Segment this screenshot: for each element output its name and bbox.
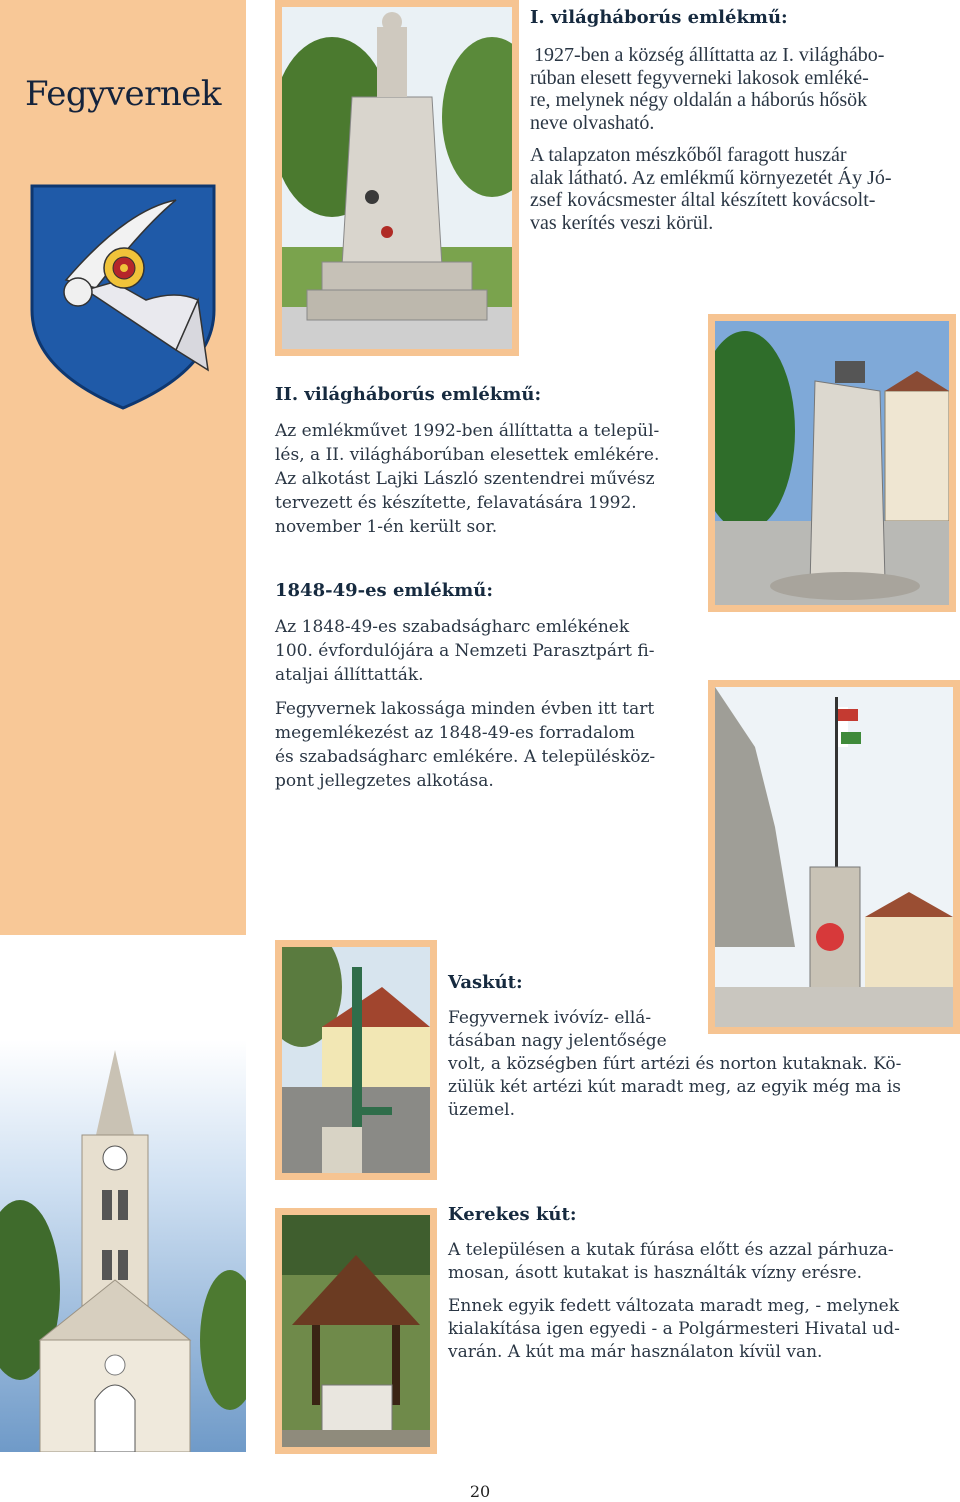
page-title: Fegyvernek: [24, 74, 222, 114]
church-photo: [0, 1040, 246, 1452]
page-number: 20: [469, 1482, 491, 1501]
ww2-text: Az emlékművet 1992-ben állíttatta a települ- lés, a II. világháborúban elesettek emlékére. Az alkotást Lajki László szentendrei művész tervezett és készítette, felavatására 1992. november 1-én került sor.: [275, 421, 660, 537]
coat-of-arms-icon: [26, 180, 220, 412]
m1848-heading: 1848-49-es emlékmű:: [275, 580, 493, 601]
m1848-text: Az 1848-49-es szabadságharc emlékének 100. évfordulójára a Nemzeti Parasztpárt fi- ataljai állíttatták. Fegyvernek lakossága minden évben itt tart megemlékezést az 1848-49-es forradalom és szabadságharc emlékére. A településköz- pont jellegzetes alkotása.: [275, 617, 656, 791]
ww1-heading: I. világháborús emlékmű:: [530, 7, 788, 28]
sidebar-band: [0, 0, 246, 935]
ww1-text: 1927-ben a község állíttatta az I. világhábo- rúban elesett fegyverneki lakosok emléké- re, melynek négy oldalán a háborús hősök neve olvasható. A talapzaton mészkőből faragott huszár alak látható. Az emlékmű környezetét Áy Jó- zsef kovácsmester által készített kovácsolt- vas kerítés veszi körül.: [530, 44, 892, 234]
kerekes-heading: Kerekes kút:: [448, 1204, 577, 1225]
vaskut-text: Fegyvernek ivóvíz- ellá- tásában nagy jelentősége volt, a községben fúrt artézi és norton kutaknak. Kö- zülük két artézi kút maradt meg, az egyik még ma is üzemel.: [448, 1008, 902, 1120]
ww1-memorial-photo: [275, 0, 519, 356]
kerekes-text: A településen a kutak fúrása előtt és azzal párhuza- mosan, ásott kutakat is használták vízny erésre. Ennek egyik fedett változata maradt meg, - melynek kialakítása igen egyedi - a Polgármesteri Hivatal ud- varán. A kút ma már használaton kívül van.: [448, 1240, 900, 1362]
vaskut-heading: Vaskút:: [448, 972, 523, 993]
vaskut-photo: [275, 940, 437, 1180]
ww2-memorial-photo: [708, 314, 956, 612]
kerekes-kut-photo: [275, 1208, 437, 1454]
ww2-heading: II. világháborús emlékmű:: [275, 384, 542, 405]
